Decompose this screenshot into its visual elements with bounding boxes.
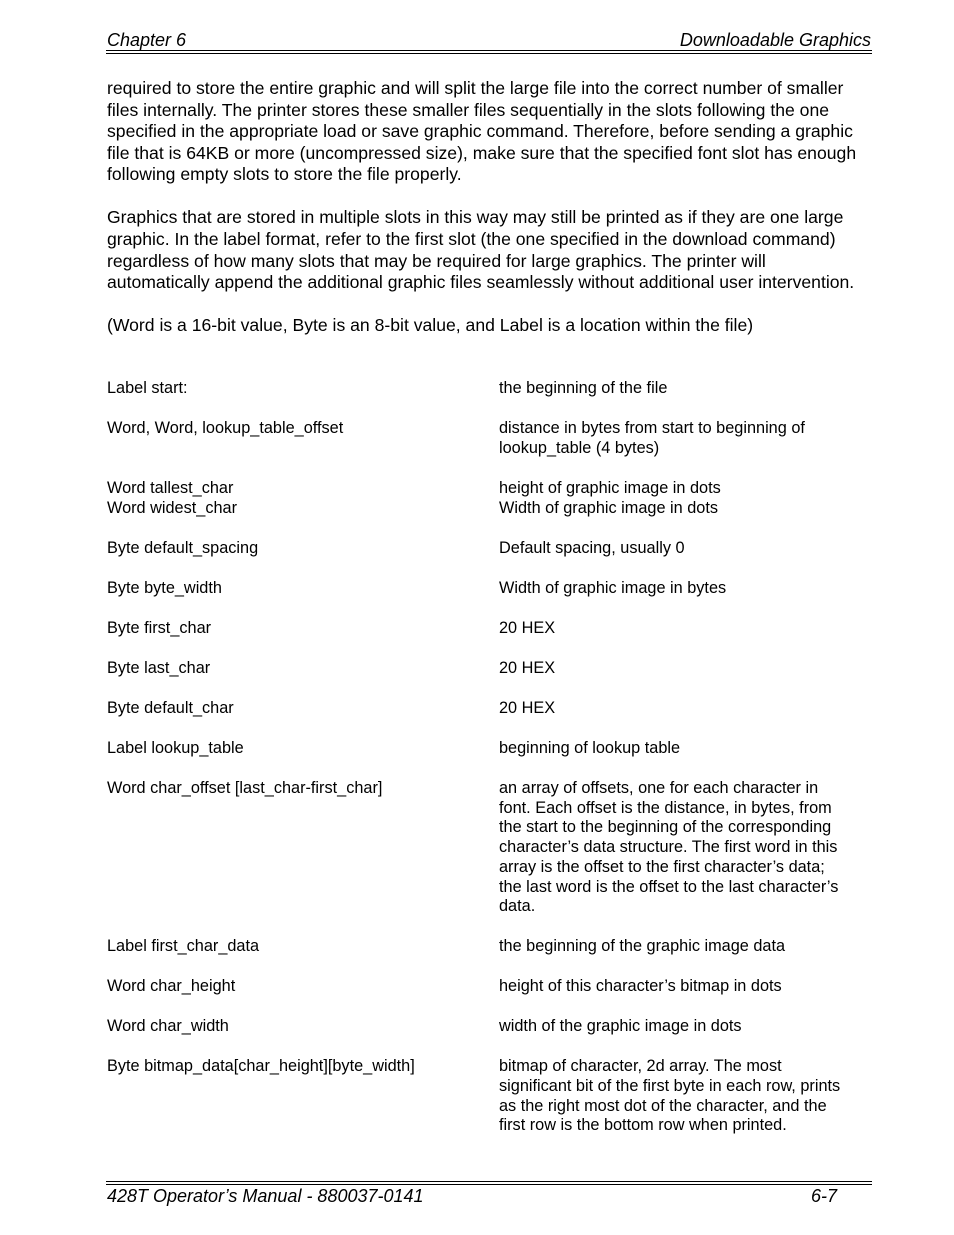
field-name-line: Word char_offset [last_char-first_char] [107,779,383,798]
field-name [107,937,499,957]
field-description [499,1057,872,1136]
field-description-line: data. [499,897,536,916]
structure-row [107,479,872,518]
field-description-line: distance in bytes from start to beginning of [499,419,805,438]
field-description-line: an array of offsets, one for each character in [499,779,819,798]
field-name [107,977,499,997]
field-name [107,739,499,759]
field-description [499,539,872,559]
field-description-line: the last word is the offset to the last character’s [499,877,839,896]
field-name-line: Word char_height [107,977,236,996]
field-description-line: beginning of lookup table [499,739,681,758]
field-name-line: Word tallest_char [107,479,234,498]
header-rule [106,50,872,51]
field-name-line: Word, Word, lookup_table_offset [107,419,344,438]
field-name [107,1017,499,1037]
field-description-line: the start to the beginning of the corresponding [499,818,832,837]
structure-row [107,379,872,399]
field-description-line: height of this character’s bitmap in dots [499,977,782,996]
field-description-line: font. Each offset is the distance, in bytes, from [499,798,832,817]
footer-rule [106,1181,872,1182]
chapter-label: Chapter 6 [107,30,187,50]
field-name-line: Word char_width [107,1017,229,1036]
field-description-line: bitmap of character, 2d array. The most [499,1057,782,1076]
structure-row [107,539,872,559]
field-description-line: width of the graphic image in dots [499,1017,742,1036]
field-description [499,779,872,917]
paragraph: required to store the entire graphic and will split the large file into the correct number of smaller files internally. The printer stores these smaller files sequentially in the slots following the one specified in the appropriate load or save graphic command. Therefore, before sending a graphic file that is 64KB or more (uncompressed size), make sure that the specified font slot has enough following empty slots to store the file properly. [107,78,857,185]
field-description-line: lookup_table (4 bytes) [499,438,660,457]
field-name-line: Label first_char_data [107,937,260,956]
field-name-line: Byte default_spacing [107,539,259,558]
field-description-line: first row is the bottom row when printed. [499,1116,787,1135]
field-name-line: Byte first_char [107,619,212,638]
field-name-line: Label lookup_table [107,739,244,758]
field-name-line: Label start: [107,379,188,397]
field-description [499,659,872,679]
field-name-line: Byte last_char [107,659,211,678]
field-name-line: Byte byte_width [107,579,222,598]
page-header [106,26,872,53]
field-description-line: height of graphic image in dots [499,479,721,498]
field-name [107,379,499,399]
structure-row [107,739,872,759]
field-description-line: 20 HEX [499,659,556,678]
header-rule-double [106,53,872,54]
field-description-line: character’s data structure. The first word in this [499,838,838,857]
page-footer [106,1184,872,1208]
structure-row [107,779,872,917]
structure-row [107,1017,872,1037]
structure-row [107,1057,872,1136]
field-name [107,539,499,559]
structure-row [107,619,872,639]
field-description [499,479,872,518]
structure-row [107,699,872,719]
field-description-line: Default spacing, usually 0 [499,539,685,558]
structure-row [107,659,872,679]
field-description [499,419,872,458]
field-name-line: Byte default_char [107,699,234,718]
field-description-line: significant bit of the first byte in each row, prints [499,1076,841,1095]
field-description-line: 20 HEX [499,619,556,638]
field-description [499,937,872,957]
manual-title: 428T Operator’s Manual - 880037-0141 [107,1186,424,1206]
structure-row [107,579,872,599]
field-name [107,579,499,599]
chapter-title: Downloadable Graphics [679,30,871,50]
field-description [499,619,872,639]
field-name [107,1057,499,1136]
field-description [499,579,872,599]
field-name [107,619,499,639]
page-number: 6-7 [811,1186,838,1206]
structure-row [107,977,872,997]
file-structure-list [107,379,872,1136]
field-name-line: Byte bitmap_data[char_height][byte_width] [107,1057,415,1076]
paragraph: Graphics that are stored in multiple slots in this way may still be printed as if they are one large graphic. In the label format, refer to the first slot (the one specified in the download command) regardless of how many slots that may be required for large graphics. The printer will automatically append the additional graphic files seamlessly without additional user intervention. [107,207,855,293]
field-description-line: the beginning of the file [499,379,668,397]
field-name-line: Word widest_char [107,498,238,517]
structure-row [107,419,872,458]
field-name [107,699,499,719]
field-description-line: 20 HEX [499,699,556,718]
type-note: (Word is a 16-bit value, Byte is an 8-bit value, and Label is a location within the file) [107,315,754,336]
structure-row [107,937,872,957]
field-description-line: the beginning of the graphic image data [499,937,786,956]
field-description [499,1017,872,1037]
field-name [107,659,499,679]
field-description-line: Width of graphic image in bytes [499,579,727,598]
field-description-line: array is the offset to the first character’s data; [499,857,825,876]
body-text [107,78,872,337]
field-description [499,977,872,997]
field-description-line: Width of graphic image in dots [499,498,719,517]
field-description [499,739,872,759]
field-name [107,479,499,518]
field-description [499,699,872,719]
field-name [107,419,499,458]
field-description [499,379,872,399]
field-description-line: as the right most dot of the character, and the [499,1096,827,1115]
field-name [107,779,499,917]
